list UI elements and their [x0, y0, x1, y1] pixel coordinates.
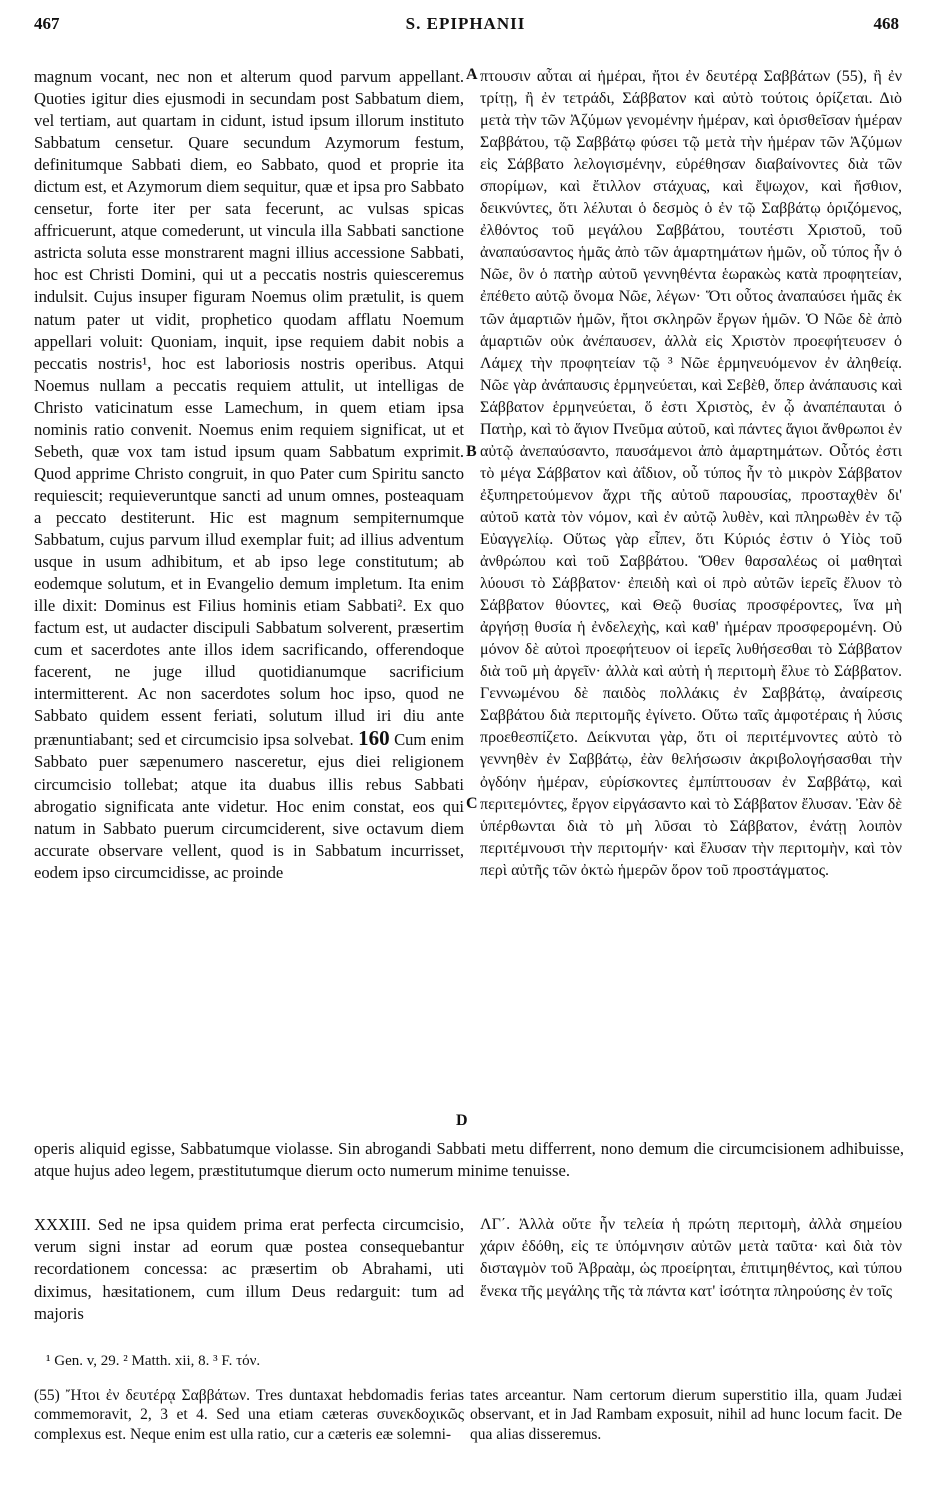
footnotes: ¹ Gen. v, 29. ² Matth. xii, 8. ³ F. τόν.	[46, 1353, 261, 1369]
latin-full-width-paragraph: operis aliquid egisse, Sabbatumque violasse. Sin abrogandi Sabbati metu differrent, nono demum die circumcisionem adhibuisse, atque hujus adeo legem, præstitutumque dierum octo numerum minime tenuisse.	[34, 1139, 904, 1181]
margin-letter-d: D	[456, 1112, 468, 1129]
latin-main-text: magnum vocant, nec non et alterum quod parvum appellant. Quoties igitur dies ejusmodi in secundam post Sabbatum diem, vel tertiam, aut quartam in cidunt, istud ipsum illorum instituto Sabbatum censetur. Quare secundum Azymorum festum, definitumque Sabbati diem, eo Sabbato, quod et proprie ita dictum est, et Azymorum diem sequitur, quæ et ipsa pro Sabbato censetur, forte iter per sata fecerunt, ac vulsas spicas affricuerunt, atque comederunt, ut vincula illa Sabbati sanctione astricta soluta esse monstrarent magni illius accessione Sabbati, hoc est Christi Domini, qui ut a peccatis nostris quiesceremus indulsit. Cujus insuper figuram Noemus olim prætulit, is quem natum pater ut vidit, prophetico quodam afflatu Noemum appellari voluit: Quoniam, inquit, ipse requiem dabit nobis a peccatis nostris¹, hoc est laboriosis nostris operibus. Atqui Noemus nullam a peccatis requiem attulit, ut intelligas de Christo vaticinatum esse Lamechum, in quem etiam ipsa nominis ratio convenit. Noemus enim requiem significat, ut et Sebeth, quæ vox tam istud ipsum quam Sabbatum exprimit. Quod apprime Christo congruit, in quo Pater cum Spiritu sancto requiescit; requieveruntque sancti ad unum omnes, posteaquam a peccato destiterunt. Hic est magnum sempiternumque Sabbatum, cujus parvum illud exemplar fuit; ad illius adventum usque in usum adhibitum, et ab ipso lege constitutum; ab eodemque solutum, et in Evangelio demum impletum. Ita enim ille dixit: Dominus est Filius hominis etiam Sabbati². Ex quo factum est, ut audacter discipuli Sabbatum solverent, præsertim cum et sacerdotes ante illos idem sacrificando, offerendoque facerent, ne juge illud quotidianumque sacrificium intermitterent. Ac non sacerdotes solum hoc ipso, quod ne Sabbato quidem essent feriati, solutum illud iri diu ante prænuntiabant; sed et circumcisio ipsa solvebat.	[34, 67, 464, 750]
running-title: S. EPIPHANII	[405, 14, 526, 33]
greek-column	[480, 66, 902, 882]
page-marker: 160	[358, 726, 390, 751]
margin-letter-b: B	[466, 443, 477, 460]
greek-section-33: ΛΓ΄. Ἀλλὰ οὔτε ἦν τελεία ἡ πρώτη περιτομὴ, ἀλλὰ σημείου χάριν ἐδόθη, εἰς τε ὑπόμνησιν αὐτῶν μετὰ ταῦτα· καὶ διὰ τὸν δισταγμὸν τοῦ Ἀβραὰμ, ὡς προείρηται, ἐπιτιμηθέντος, καὶ τύπου ἕνεκα τῆς μεγάλης τῆς τὰ πάντα κατ' ἰσότητα πληρούσης ἐν τοῖς	[480, 1216, 902, 1300]
margin-letter-c: C	[466, 795, 478, 812]
left-page-number: 467	[34, 14, 60, 33]
latin-section-33: XXXIII. Sed ne ipsa quidem prima erat perfecta circumcisio, verum signi instar ad eorum quæ postea consequebantur recordationem concessa: ac præsertim ob Abrahami, uti diximus, hæsitationem, cum illum Deus redarguit: tum ad majoris	[34, 1215, 464, 1323]
latin-main-tail: Cum enim Sabbato puer sæpenumero nasceretur, ejus diei religionem circumcisio tollebat; atque ita duabus illis rebus Sabbati abrogatio significata ante videtur. Hoc enim constat, eos qui natum in Sabbato puerum circumciderent, sive octavum diem accurate observare vellent, quod is in Sabbatum incurrisset, eodem ipso circumcidisse, ac proinde	[34, 730, 464, 882]
note-55-right: tates arceantur. Nam certorum dierum superstitio illa, quam Judæi observant, et in Jad Rambam exposuit, nihil ad hunc locum facit. De qua alias disseremus.	[470, 1387, 902, 1443]
margin-letter-a: A	[466, 66, 478, 83]
note-55-left: (55) Ἤτοι ἐν δευτέρᾳ Σαββάτων. Tres duntaxat hebdomadis ferias commemoravit, 2, 3 et 4. Sed una etiam cæteras συνεκδοχικῶς complexus est. Neque enim est ulla ratio, cur a cæteris eæ solemni-	[34, 1387, 464, 1443]
latin-column	[34, 66, 464, 884]
right-page-number: 468	[873, 14, 899, 33]
greek-main-text: πτουσιν αὗται αἱ ἡμέραι, ἤτοι ἐν δευτέρᾳ Σαββάτων (55), ἢ ἐν τρίτῃ, ἢ ἐν τετράδι, Σάββατον καὶ αὐτὸ τούτοις ὁρίζεται. Διὸ μετὰ τὴν τῶν Ἀζύμων γενομένην ἡμέραν, καὶ ὁρισθεῖσαν ἡμέραν Σαββάτου, τῷ Σαββάτῳ φύσει τῷ μετὰ τὴν ἡμέραν τῶν Ἀζύμων εἰς Σάββατο λελογισμένην, εὑρέθησαν διαβαίνοντες διὰ τῶν σπορίμων, καὶ ἔτιλλον στάχυας, καὶ ἔψωχον, καὶ ἤσθιον, δεικνύντες, ὅτι λέλυται ὁ δεσμὸς ὁ ἐν τῷ Σαββάτῳ ὁριζόμενος, ἐλθόντος τοῦ μεγάλου Σαββάτου, τουτέστι Χριστοῦ, τοῦ ἀναπαύσαντος ἡμᾶς ἀπὸ τῶν ἁμαρτημάτων ἡμῶν, οὗ τύπος ἦν ὁ Νῶε, ὃν ὁ πατὴρ αὐτοῦ γεννηθέντα ἑωρακὼς κατὰ προφητείαν, ἐπέθετο αὐτῷ ὄνομα Νῶε, λέγων· Ὅτι οὗτος ἀναπαύσει ἡμᾶς ἐκ τῶν ἁμαρτιῶν ἡμῶν, ἤτοι σκληρῶν ἔργων ἡμῶν. Ὁ Νῶε δὲ ἀπὸ ἁμαρτιῶν οὐκ ἀνέπαυσεν, ἀλλὰ εἰς Χριστὸν προεφήτευσεν ὁ Λάμεχ τὴν προφητείαν τῷ ³ Νῶε ἑρμηνευόμενον ἐν ἀληθείᾳ. Νῶε γὰρ ἀνάπαυσις ἑρμηνεύεται, καὶ Σεβὲθ, ὅπερ ἀνάπαυσις καὶ Σάββατον ἑρμηνεύεται, ὅ ἐστι Χριστὸς, ἐν ᾧ ἀναπέπαυται ὁ Πατὴρ, καὶ τὸ ἅγιον Πνεῦμα αὐτοῦ, καὶ πάντες ἅγιοι ἄνθρωποι ἐν αὐτῷ ἀνεπαύσαντο, παυσάμενοι ἀπὸ ἁμαρτημάτων. Οὗτός ἐστι τὸ μέγα Σάββατον καὶ ἀΐδιον, οὗ τύπος ἦν τὸ μικρὸν Σάββατον ἐξυπηρετούμενον ἄχρι τῆς αὐτοῦ παρουσίας, προσταχθὲν δι' αὐτοῦ κατὰ τὸν νόμον, καὶ ἐν αὐτῷ λυθὲν, καὶ πληρωθὲν ἐν τῷ Εὐαγγελίῳ. Οὕτως γὰρ εἶπεν, ὅτι Κύριός ἐστιν ὁ Υἱὸς τοῦ ἀνθρώπου καὶ τοῦ Σαββάτου. Ὅθεν θαρσαλέως οἱ μαθηταὶ λύουσι τὸ Σάββατον· ἐπειδὴ καὶ οἱ πρὸ αὐτῶν ἱερεῖς ἔλυον τὸ Σάββατον θύοντες, καὶ Θεῷ θυσίας προσφέροντες, ἵνα μὴ ἀργήσῃ θυσία ἡ ἐνδελεχὴς, καὶ καθ' ἡμέραν προσφερομένη. Οὐ μόνον δὲ αὐτοὶ προεφήτευον οἱ ἱερεῖς λυθήσεσθαι τὸ Σάββατον διὰ τοῦ μὴ ἀργεῖν· ἀλλὰ καὶ αὐτὴ ἡ περιτομὴ ἔλυε τὸ Σάββατον. Γεννωμένου δὲ παιδὸς πολλάκις ἐν Σαββάτῳ, ἀναίρεσις Σαββάτου διὰ περιτομῆς ἐγίνετο. Οὕτω ταῖς ἀμφοτέραις ἡ λύσις προεθεσπίζετο. Δείκνυται γὰρ, ὅτι οἱ περιτέμνοντες αὐτὸ τὸ γεννηθὲν ἐν Σαββάτῳ, ἐὰν θελήσωσιν ἀκριβολογήσασθαι τὴν ὀγδόην ἡμέραν, εὑρίσκοντες ἐμπίπτουσαν ἐν Σαββάτῳ, καὶ περιτεμόντες, ἔργον εἰργάσαντο καὶ τὸ Σάββατον ἔλυσαν. Ἐὰν δὲ ὑπέρθωνται διὰ τὸ μὴ λῦσαι τὸ Σάββατον, ἐνάτῃ λοιπὸν περιτέμνουσι τὴν περιτομήν· καὶ ἔλυσαν τὴν περιτομὴν, καὶ τὸν περὶ αὐτῆς τῶν ὀκτὼ ἡμερῶν ὅρον τοῦ προστάγματος.	[480, 68, 902, 879]
